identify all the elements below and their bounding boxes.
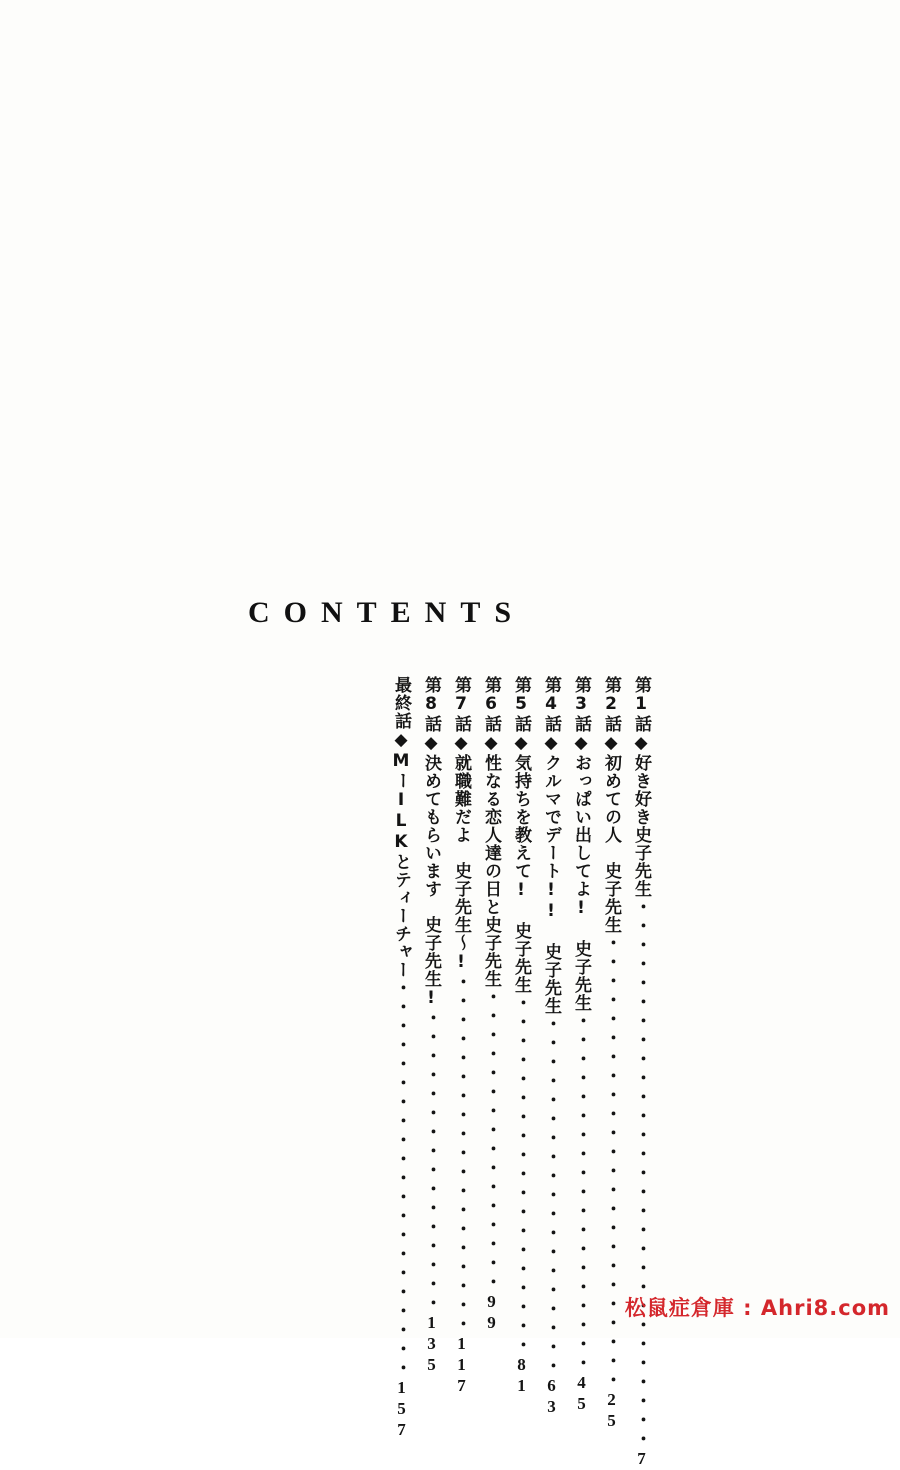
toc-chapter-label: 第7話◆ bbox=[451, 676, 471, 754]
toc-chapter-label: 第4話◆ bbox=[541, 676, 561, 754]
table-of-contents bbox=[230, 676, 651, 1470]
toc-entry[interactable] bbox=[620, 676, 651, 1470]
toc-entry-title: 性なる恋人達の日と史子先生 bbox=[481, 754, 501, 988]
toc-page-number: 135 bbox=[422, 1313, 441, 1376]
toc-leader-dots: ・・・・・・・・・・・・・・・・ bbox=[421, 1009, 441, 1313]
toc-page-number: 81 bbox=[512, 1355, 531, 1397]
toc-entry-title: 気持ちを教えて! 史子先生 bbox=[511, 754, 531, 994]
toc-entry[interactable] bbox=[380, 676, 411, 1441]
toc-entry[interactable] bbox=[500, 676, 531, 1397]
toc-page-number: 7 bbox=[632, 1449, 651, 1470]
toc-entry[interactable] bbox=[590, 676, 621, 1432]
toc-page-number: 25 bbox=[602, 1390, 621, 1432]
toc-leader-dots: ・・・・・・・・・・・・・・・・ bbox=[481, 988, 501, 1292]
toc-entry[interactable] bbox=[530, 676, 561, 1418]
toc-chapter-label: 第6話◆ bbox=[481, 676, 501, 754]
toc-entry-title: MーILKとティーチャー bbox=[391, 751, 411, 979]
toc-leader-dots: ・・・・・・・・・・・・・・・・・・・ bbox=[571, 1012, 591, 1373]
toc-page-number: 117 bbox=[452, 1334, 471, 1397]
toc-entry-title: クルマでデート!! 史子先生 bbox=[541, 754, 561, 1015]
toc-page-number: 63 bbox=[542, 1376, 561, 1418]
toc-page-number: 99 bbox=[482, 1292, 501, 1334]
toc-entry-title: 好き好き史子先生 bbox=[631, 754, 651, 898]
toc-entry[interactable] bbox=[470, 676, 501, 1334]
toc-leader-dots: ・・・・・・・・・・・・・・・・・・・・・・・・ bbox=[601, 934, 621, 1390]
toc-chapter-label: 最終話◆ bbox=[391, 676, 411, 751]
toc-entry-title: 初めての人 史子先生 bbox=[601, 754, 621, 934]
toc-entry-title: 就職難だよ 史子先生〜! bbox=[451, 754, 471, 973]
toc-chapter-label: 第1話◆ bbox=[631, 676, 651, 754]
toc-chapter-label: 第8話◆ bbox=[421, 676, 441, 754]
page-title: CONTENTS bbox=[248, 596, 526, 629]
toc-chapter-label: 第5話◆ bbox=[511, 676, 531, 754]
toc-entry[interactable] bbox=[440, 676, 471, 1397]
toc-page-number: 45 bbox=[572, 1373, 591, 1415]
toc-leader-dots: ・・・・・・・・・・・・・・・・・・・・・・・・・・・・・ bbox=[631, 898, 651, 1449]
toc-chapter-label: 第3話◆ bbox=[571, 676, 591, 754]
toc-leader-dots: ・・・・・・・・・・・・・・・・・・・ bbox=[451, 973, 471, 1334]
toc-leader-dots: ・・・・・・・・・・・・・・・・・・・・・ bbox=[391, 979, 411, 1378]
toc-leader-dots: ・・・・・・・・・・・・・・・・・・・ bbox=[541, 1015, 561, 1376]
toc-page-number: 157 bbox=[392, 1378, 411, 1441]
watermark: 松鼠症倉庫 : Ahri8.com bbox=[624, 1296, 890, 1320]
toc-entry[interactable] bbox=[560, 676, 591, 1415]
toc-entry[interactable] bbox=[410, 676, 441, 1376]
toc-entry-title: おっぱい出してよ! 史子先生 bbox=[571, 754, 591, 1012]
toc-entry-title: 決めてもらいます 史子先生! bbox=[421, 754, 441, 1009]
toc-leader-dots: ・・・・・・・・・・・・・・・・・・・ bbox=[511, 994, 531, 1355]
toc-chapter-label: 第2話◆ bbox=[601, 676, 621, 754]
